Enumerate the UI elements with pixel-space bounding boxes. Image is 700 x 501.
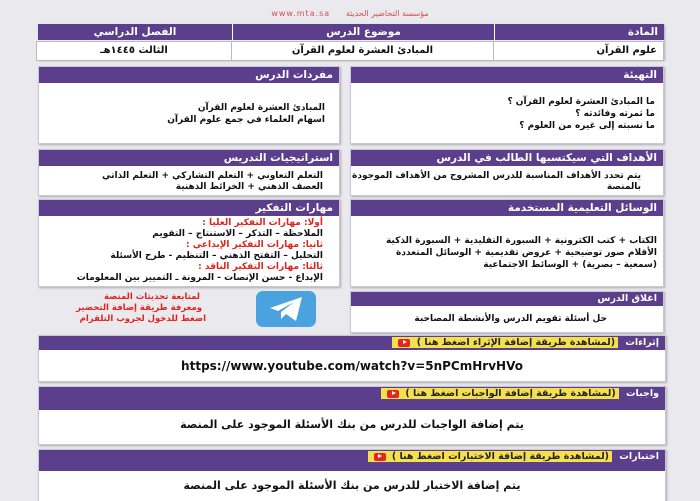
- homework-video-link[interactable]: [381, 388, 619, 399]
- enrichment-label: إثراءات: [625, 337, 659, 348]
- topic-value: المبادئ العشرة لعلوم القرآن: [231, 41, 494, 61]
- homework-text: يتم إضافة الواجبات للدرس من بنك الأسئلة الموجود على المنصة: [180, 418, 524, 431]
- objectives-section: [350, 149, 664, 196]
- youtube-icon: [398, 339, 410, 347]
- topic-label: موضوع الدرس: [232, 24, 494, 40]
- vocab-line-1: المبادئ العشرة لعلوم القرآن: [197, 103, 325, 113]
- thinking-heading-2: ثانيا: مهارات التفكير الإبداعي :: [186, 240, 323, 250]
- thinking-heading-1: أولا: مهارات التفكير العليا :: [202, 218, 323, 228]
- objectives-title: الأهداف التي سيكتسبها الطالب في الدرس: [351, 150, 663, 166]
- tests-link-text: (لمشاهدة طريقة إضافة الاختبارات اضغط هنا ): [391, 451, 609, 462]
- youtube-icon: [387, 390, 399, 398]
- objectives-line-1: يتم تحدد الأهداف المناسبة للدرس المشروح من الأهداف الموجودة: [352, 171, 641, 181]
- closure-text: حل أسئلة تقويم الدرس والأنشطة المصاحبة: [414, 314, 607, 324]
- objectives-line-2: بالمنصة: [606, 182, 641, 192]
- term-value: الثالث ١٤٤٥هـ: [36, 41, 232, 61]
- promo-line-3: اضغط للدخول لجروب التلقرام: [79, 314, 206, 324]
- intro-line-1: ما المبادئ العشرة لعلوم القرآن ؟: [507, 97, 655, 107]
- aids-line-3: (سمعية – بصرية) + الوسائط الاجتماعية: [483, 260, 657, 270]
- homework-header: [39, 387, 665, 400]
- enrichment-video-link[interactable]: [392, 337, 618, 348]
- closure-title: اغلاق الدرس: [351, 292, 663, 306]
- promo-line-1: لمتابعة تحديثات المنصة: [103, 292, 200, 302]
- aids-section: [350, 199, 664, 287]
- homework-label: واجبات: [626, 388, 659, 399]
- thinking-heading-3: ثالثا: مهارات التفكير الناقد :: [198, 262, 323, 272]
- homework-section: [38, 386, 666, 445]
- intro-line-2: ما ثمرته وفائدته ؟: [575, 109, 655, 119]
- aids-title: الوسائل التعليمية المستخدمة: [351, 200, 663, 216]
- strategies-section: [38, 149, 340, 196]
- enrichment-section: [38, 335, 666, 382]
- youtube-icon: [374, 453, 386, 461]
- subject-value: علوم القرآن: [493, 41, 664, 61]
- aids-line-2: الأقلام صور توضيحية + عروض تقديمية + الوسائل المتعددة: [396, 248, 657, 258]
- telegram-icon[interactable]: [256, 291, 316, 327]
- enrichment-header: [39, 336, 665, 350]
- thinking-line-2: التحليل – التفتح الذهني – التنظيم - طرح الأسئلة: [110, 251, 323, 261]
- enrichment-url[interactable]: https://www.youtube.com/watch?v=5nPCmHrvHVo: [181, 359, 523, 373]
- tests-text: يتم إضافة الاختبار للدرس من بنك الأسئلة الموجود على المنصة: [183, 479, 521, 492]
- site-name: مؤسسة التحاضير الحديثة: [345, 9, 429, 18]
- telegram-promo[interactable]: [38, 291, 338, 331]
- tests-video-link[interactable]: [368, 451, 612, 462]
- intro-section: [350, 66, 664, 144]
- term-label: الفصل الدراسي: [38, 24, 232, 40]
- strategies-line-2: العصف الذهني + الخرائط الذهنية: [175, 182, 323, 192]
- closure-section: [350, 291, 664, 333]
- thinking-line-1: الملاحظة – التذكر – الاستنتاج – التقويم: [152, 229, 323, 239]
- vocab-section: [38, 66, 340, 144]
- tests-header: [39, 450, 665, 463]
- vocab-line-2: اسهام العلماء في جمع علوم القرآن: [167, 115, 325, 125]
- strategies-line-1: التعلم التعاوني + التعلم التشاركي + التعلم الذاتي: [102, 171, 323, 181]
- tests-band: [39, 463, 665, 471]
- thinking-title: مهارات التفكير: [39, 200, 339, 216]
- aids-line-1: الكتاب + كتب الكترونية + السبورة التقليدية + السبورة الذكية: [385, 236, 657, 246]
- vocab-title: مفردات الدرس: [39, 67, 339, 83]
- thinking-skills-section: [38, 199, 340, 287]
- thinking-line-3: الإبداع - حسن الإنصات - المرونة ـ التمييز بين المعلومات: [76, 273, 323, 283]
- intro-title: التهيئة: [351, 67, 663, 83]
- enrichment-link-text: (لمشاهدة طريقة إضافة الإثراء اضغط هنا ): [416, 337, 616, 348]
- promo-line-2: ومعرفة طريقة إضافة التحضير: [76, 303, 202, 313]
- homework-link-text: (لمشاهدة طريقة إضافة الواجبات اضغط هنا ): [405, 388, 616, 399]
- top-info-table: [38, 24, 664, 60]
- homework-band: [39, 400, 665, 410]
- site-header: [0, 9, 700, 18]
- strategies-title: استراتيجيات التدريس: [39, 150, 339, 166]
- subject-label: المادة: [494, 24, 664, 40]
- tests-section: [38, 449, 666, 501]
- tests-label: اختبارات: [619, 451, 659, 462]
- intro-line-3: ما نسبته إلى غيره من العلوم ؟: [519, 121, 655, 131]
- site-url[interactable]: www.mta.sa: [271, 9, 331, 18]
